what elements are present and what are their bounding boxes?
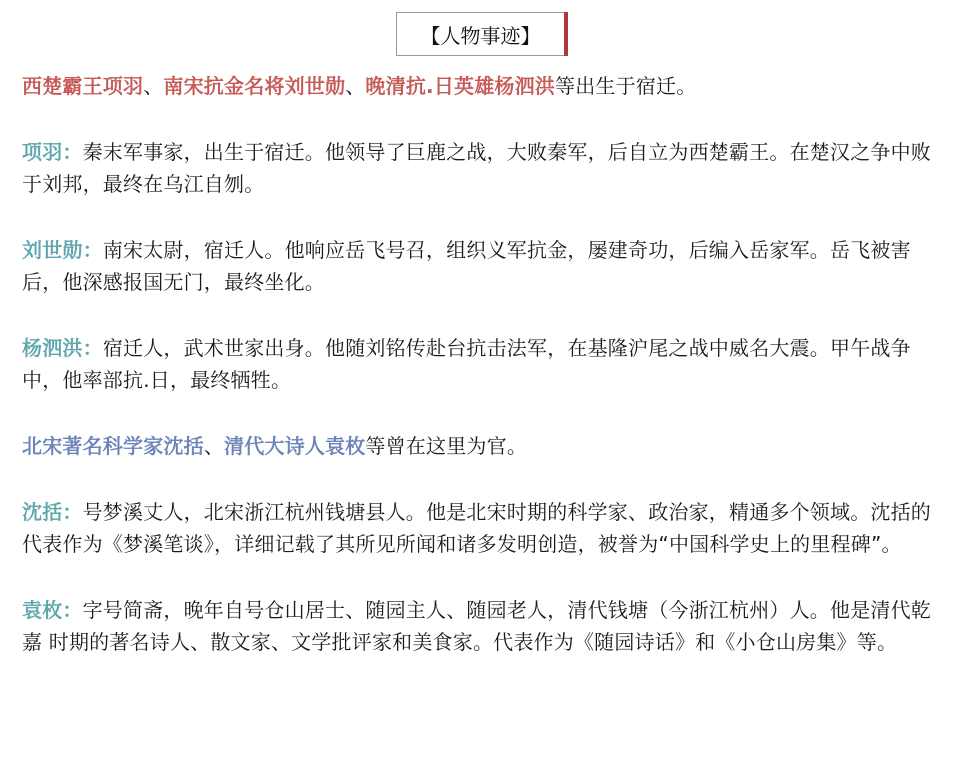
highlight-name-yuan-mei: 清代大诗人袁枚 (224, 434, 366, 458)
person-paragraph-xiang-yu (22, 136, 940, 200)
section-title: 【人物事迹】 (396, 12, 566, 56)
person-label: 杨泗洪： (22, 336, 103, 360)
intro-officials-paragraph (22, 430, 940, 462)
intro-born-tail: 等出生于宿迁。 (555, 74, 697, 98)
intro-born-paragraph (22, 70, 940, 102)
highlight-name-xiang-yu: 西楚霸王项羽 (22, 74, 144, 98)
separator: 、 (143, 74, 164, 98)
highlight-name-liu-shixun: 南宋抗金名将刘世勋 (163, 74, 346, 98)
person-label: 项羽： (22, 140, 83, 164)
intro-officials-tail: 等曾在这里为官。 (365, 434, 528, 458)
person-label: 沈括： (22, 500, 83, 524)
person-description: 南宋太尉，宿迁人。他响应岳飞号召，组织义军抗金，屡建奇功，后编入岳家军。岳飞被害后，他深感报国无门，最终坐化。 (22, 238, 911, 294)
title-container (0, 12, 961, 56)
highlight-name-yang-sihong: 晚清抗.日英雄杨泗洪 (365, 74, 556, 98)
person-description: 字号简斋，晚年自号仓山居士、随园主人、随园老人，清代钱塘（今浙江杭州）人。他是清代乾嘉 时期的著名诗人、散文家、文学批评家和美食家。代表作为《随园诗话》和《小仓山房集》等。 (22, 598, 932, 654)
person-paragraph-liu-shixun (22, 234, 940, 298)
person-paragraph-yang-sihong (22, 332, 940, 396)
person-description: 秦末军事家，出生于宿迁。他领导了巨鹿之战，大败秦军，后自立为西楚霸王。在楚汉之争中败于刘邦，最终在乌江自刎。 (22, 140, 932, 196)
person-label: 袁枚： (22, 598, 83, 622)
person-description: 号梦溪丈人，北宋浙江杭州钱塘县人。他是北宋时期的科学家、政治家，精通多个领域。沈括的代表作为《梦溪笔谈》，详细记载了其所见所闻和诸多发明创造，被誉为“中国科学史上的里程碑”。 (22, 500, 932, 556)
person-label: 刘世勋： (22, 238, 103, 262)
article-body (22, 70, 940, 658)
person-paragraph-shen-kuo (22, 496, 940, 560)
separator: 、 (203, 434, 225, 458)
highlight-name-shen-kuo: 北宋著名科学家沈括 (22, 434, 204, 458)
person-description: 宿迁人，武术世家出身。他随刘铭传赴台抗击法军，在基隆沪尾之战中威名大震。甲午战争中，他率部抗.日，最终牺牲。 (22, 336, 911, 392)
person-paragraph-yuan-mei (22, 594, 940, 658)
separator: 、 (345, 74, 366, 98)
